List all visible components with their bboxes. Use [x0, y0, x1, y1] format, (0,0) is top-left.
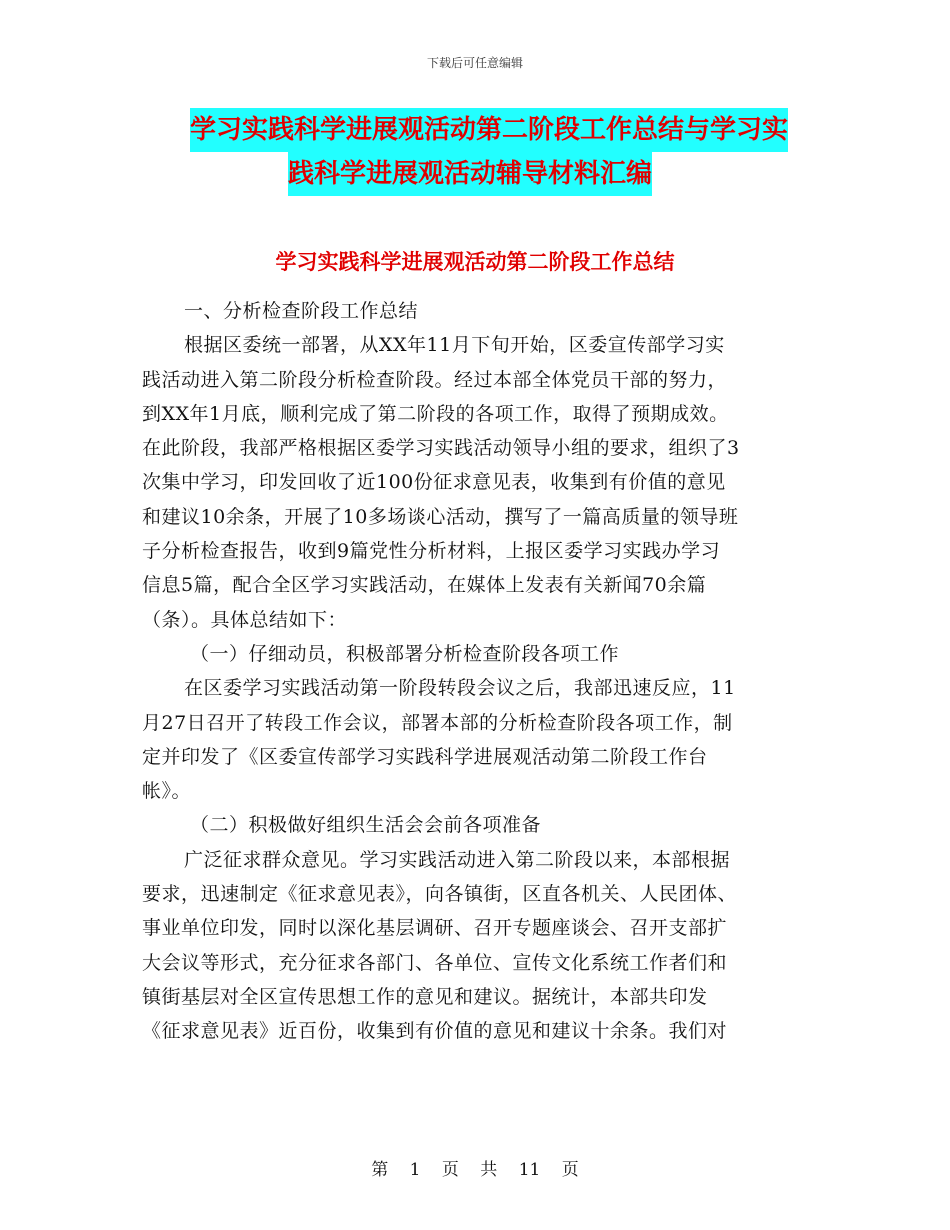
paragraph-line: 事业单位印发，同时以深化基层调研、召开专题座谈会、召开支部扩 — [142, 917, 728, 940]
paragraph-line: 定并印发了《区委宣传部学习实践科学进展观活动第二阶段工作台 — [142, 745, 708, 768]
footer-di: 第 — [371, 1160, 389, 1180]
document-main-title — [190, 108, 810, 196]
paragraph-line: 大会议等形式，充分征求各部门、各单位、宣传文化系统工作者们和 — [142, 951, 728, 974]
footer-page-number: 1 — [409, 1160, 421, 1180]
paragraph-line: 子分析检查报告，收到9篇党性分析材料，上报区委学习实践办学习 — [142, 540, 721, 563]
section-title: 学习实践科学进展观活动第二阶段工作总结 — [275, 250, 675, 274]
paragraph-line: 根据区委统一部署，从XX年11月下旬开始，区委宣传部学习实 — [184, 334, 725, 357]
paragraph-line: （条）。具体总结如下： — [142, 608, 348, 631]
paragraph-line: 《征求意见表》近百份，收集到有价值的意见和建议十余条。我们对 — [142, 1020, 728, 1043]
paragraph-line: 月27日召开了转段工作会议，部署本部的分析检查阶段各项工作，制 — [142, 711, 733, 734]
paragraph-line: 和建议10余条，开展了10多场谈心活动，撰写了一篇高质量的领导班 — [142, 505, 739, 528]
paragraph-line: 帐》。 — [142, 780, 192, 803]
paragraph-line: 在此阶段，我部严格根据区委学习实践活动领导小组的要求，组织了3 — [142, 437, 740, 460]
main-title-line-1: 学习实践科学进展观活动第二阶段工作总结与学习实 — [190, 108, 788, 152]
page-header-note: 下载后可任意编辑 — [426, 56, 523, 70]
subheading-preparation: （二）积极做好组织生活会会前各项准备 — [190, 814, 542, 837]
main-title-line-2: 践科学进展观活动辅导材料汇编 — [288, 152, 652, 196]
heading-analysis-summary: 一、分析检查阶段工作总结 — [184, 300, 419, 322]
paragraph-line: 践活动进入第二阶段分析检查阶段。经过本部全体党员干部的努力， — [142, 368, 728, 391]
paragraph-line: 要求，迅速制定《征求意见表》，向各镇街，区直各机关、人民团体、 — [142, 883, 738, 906]
paragraph-line: 在区委学习实践活动第一阶段转段会议之后，我部迅速反应，11 — [184, 677, 736, 700]
paragraph-line: 广泛征求群众意见。学习实践活动进入第二阶段以来，本部根据 — [184, 848, 731, 871]
subheading-mobilization: （一）仔细动员，积极部署分析检查阶段各项工作 — [190, 642, 620, 665]
footer-ye: 页 — [441, 1160, 459, 1180]
document-body — [142, 294, 810, 1049]
footer-ye2: 页 — [561, 1160, 579, 1180]
page-footer — [0, 1155, 950, 1180]
paragraph-line: 信息5篇，配合全区学习实践活动，在媒体上发表有关新闻70余篇 — [142, 574, 707, 597]
paragraph-line: 镇街基层对全区宣传思想工作的意见和建议。据统计，本部共印发 — [142, 985, 708, 1008]
footer-gong: 共 — [480, 1160, 498, 1180]
footer-total-pages: 11 — [518, 1160, 541, 1180]
paragraph-line: 到XX年1月底，顺利完成了第二阶段的各项工作，取得了预期成效。 — [142, 402, 729, 425]
paragraph-line: 次集中学习，印发回收了近100份征求意见表，收集到有价值的意见 — [142, 471, 726, 494]
